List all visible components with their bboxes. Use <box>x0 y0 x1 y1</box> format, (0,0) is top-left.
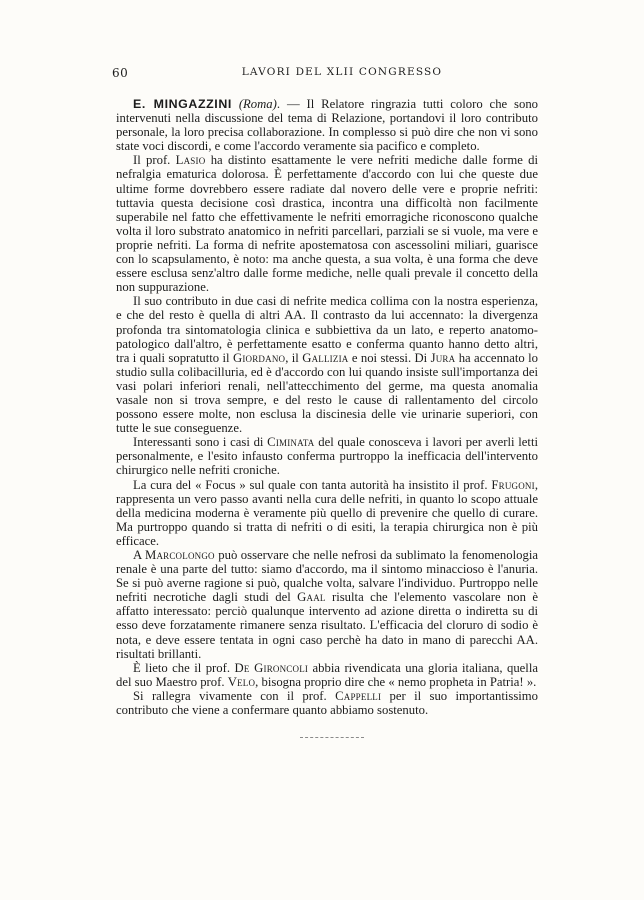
paragraph <box>116 294 538 435</box>
article-body <box>116 97 538 717</box>
section-end-rule <box>300 737 364 738</box>
cited-name: Lasio <box>175 153 206 168</box>
paragraph-text: Il suo contributo in due casi di nefrite medica collima con la nostra esperienza, e che del resto è quella di altri AA. Il contrasto da lui accennato: la divergenza profonda tra sintomatologia clinica e subbiettiva da un lato, e reperto anatomo-patologico dall'altro, è perfettamente esatto e conferma quanto hanno detto altri, tra i quali sopratutto il <box>116 294 538 365</box>
paragraph-text: A <box>133 548 145 562</box>
paragraph-text: abbia rivendicata una gloria italiana, quella del suo Maestro prof. <box>116 660 538 689</box>
paragraph <box>116 153 538 294</box>
paragraph <box>116 97 538 153</box>
cited-name: Frugoni <box>491 477 535 492</box>
cited-name: Cappelli <box>335 688 382 703</box>
paragraph-text: , bisogna proprio dire che « nemo propheta in Patria! ». <box>255 674 537 689</box>
running-title: LAVORI DEL XLII CONGRESSO <box>241 66 443 78</box>
paragraph-text: , rappresenta un vero passo avanti nella cura delle nefriti, in quanto lo scopo attuale della medicina moderna è veramente più quello di prevenire che quello di curare. Ma purtroppo quando si tratta di nefriti o di esiti, la terapia chirurgica non è più efficace. <box>116 477 538 548</box>
paragraph-text: ha distinto esattamente le vere nefriti mediche dalle forme di nefralgia ematurica dolorosa. È perfettamente d'accordo con lui che queste due ultime forme dovrebbero essere radiate dal novero delle vere e proprie nefriti: tuttavia questa decisione così drastica, incontra una difficoltà non facilmente superabile nel fatto che effettivamente le nefriti emorragiche riconoscono qualche volta il loro substrato anatomico in nefriti parcellari, parziali se si vuole, ma vere e proprie nefriti. La forma di nefrite apostematosa con ascessolini miliari, guarisce con lo scapsulamento, è noto: ma anche questa, a sua volta, è una forma che deve essere esclusa senz'altro dalle forme mediche, nelle quali prevale il concetto della non suppurazione. <box>116 153 538 295</box>
paragraph <box>116 689 538 717</box>
paragraph-text: per il suo importantissimo contributo che viene a confermare quanto abbiamo sostenuto. <box>116 688 538 718</box>
paragraph-text: . — Il Relatore ringrazia tutti coloro che sono intervenuti nella discussione del tema di Relazione, portandovi il loro contributo personale, la loro precisa collaborazione. In complesso si può dire che non vi sono state voci discordi, e come l'accordo veramente sia pacifico e completo. <box>116 97 539 154</box>
paragraph-text: È lieto che il prof. <box>133 660 235 675</box>
author-name: E. MINGAZZINI <box>133 97 232 111</box>
paragraph <box>116 661 538 689</box>
paragraph-text: e noi stessi. Di <box>348 350 431 365</box>
cited-name: Velo <box>227 674 256 689</box>
paragraph-text: Il prof. <box>133 153 176 168</box>
cited-name: Gallizia <box>302 350 349 365</box>
paragraph-text: Interessanti sono i casi di <box>133 435 268 450</box>
paragraph-text: ha accennato lo studio sulla colibacilluria, ed è d'accordo con lui quando insiste sull'importanza dei vasi polari inferiori renali, nell'attecchimento del germe, ma questa anomalia vasale non si trova sempre, e del resto le cause di rallentamento del circolo possono essere molte, non esclusa la discinesia delle vie urinarie superiori, con tutte le sue conseguenze. <box>116 350 539 436</box>
paragraph-text: risulta che l'elemento vascolare non è affatto interessato: perciò qualunque intervento ad azione diretta o indiretta su di esso deve forzatamente rimanere senza risultato. L'efficacia del cloruro di sodio è nota, e deve essere tentata in ogni caso perchè ha dato in mano di parecchi AA. risultati brillanti. <box>116 590 538 661</box>
paragraph-text: può osservare che nelle nefrosi da sublimato la fenomenologia renale è una parte del tutto: siamo d'accordo, ma il sintomo minaccioso è l'anuria. Se si può averne ragione si può, qualche volta, salvare l'individuo. Purtroppo nelle nefriti necrotiche dagli studi del <box>116 548 538 605</box>
paragraph-text: Si rallegra vivamente con il prof. <box>133 688 336 703</box>
cited-name: Jura <box>430 350 456 365</box>
paragraph-text: , il <box>285 350 303 365</box>
cited-name: Ciminata <box>267 435 315 450</box>
cited-name: Marcolongo <box>144 548 215 562</box>
paragraph <box>116 478 538 548</box>
paragraph-text <box>232 97 239 111</box>
paragraph <box>116 435 538 477</box>
author-place: (Roma) <box>238 97 277 111</box>
paragraph-text: La cura del « Focus » sul quale con tanta autorità ha insistito il prof. <box>133 477 492 492</box>
cited-name: Giordano <box>232 350 286 365</box>
cited-name: De Gironcoli <box>234 660 309 675</box>
cited-name: Gaal <box>297 590 326 605</box>
paragraph-text: del quale conosceva i lavori per averli letti personalmente, e l'esito infausto conferma purtroppo la inefficacia dell'intervento chirurgico nelle nefriti croniche. <box>116 435 539 478</box>
page-number: 60 <box>112 66 129 80</box>
paragraph <box>116 548 538 661</box>
